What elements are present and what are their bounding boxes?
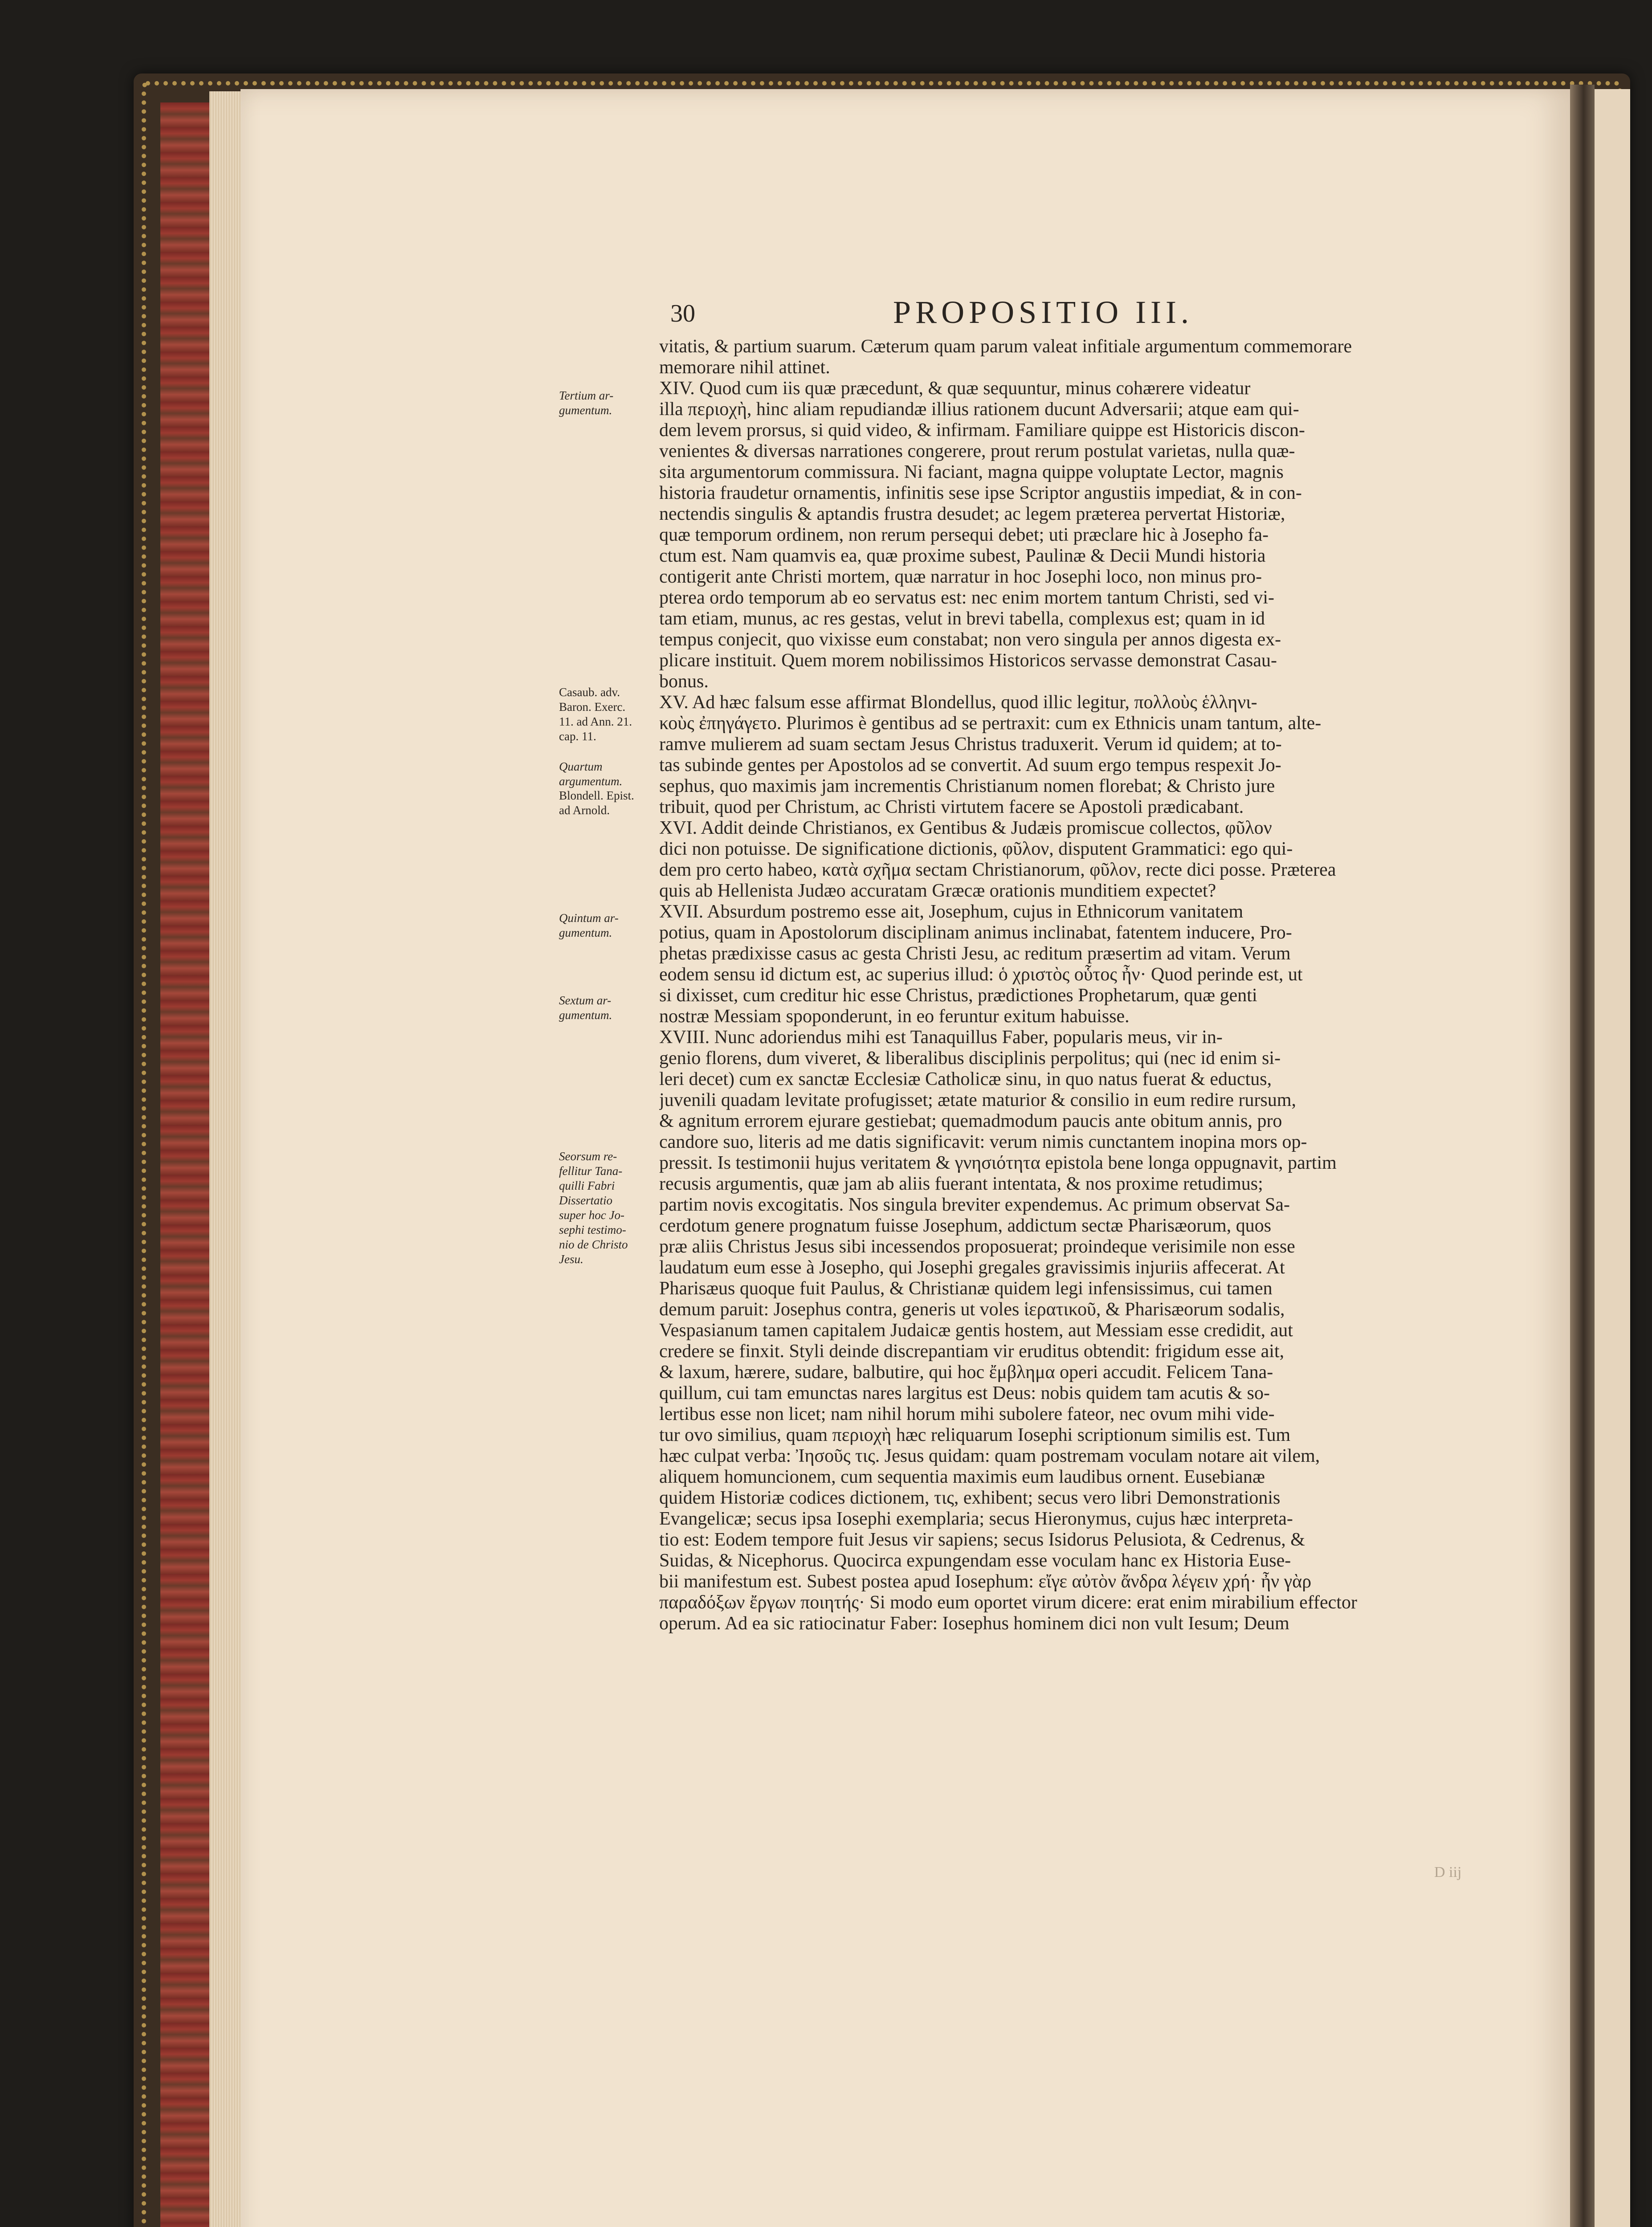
margin-note xyxy=(559,1149,659,1267)
text-line: bonus. xyxy=(659,671,709,692)
text-line: Suidas, & Nicephorus. Quocirca expungendam esse voculam hanc ex Historia Euse- xyxy=(659,1550,1291,1571)
text-line: hæc culpat verba: Ἰησοῦς τις. Jesus quidam: quam postremam voculam notare ait vilem, xyxy=(659,1446,1320,1466)
margin-note-line: Casaub. adv. xyxy=(559,685,620,699)
text-line: & agnitum errorem ejurare gestiebat; quemadmodum paucis ante obitum annis, pro xyxy=(659,1111,1282,1131)
text-line: & laxum, hærere, sudare, balbutire, qui hoc ἔμβλημα operi accudit. Felicem Tana- xyxy=(659,1362,1273,1383)
text-line: quis ab Hellenista Judæo accuratam Græcæ orationis munditiem expectet? xyxy=(659,881,1216,901)
margin-note-line: argumentum. xyxy=(559,775,623,788)
text-line: præ aliis Christus Jesus sibi incessendos proposuerat; proindeque verisimile non esse xyxy=(659,1236,1295,1257)
text-line: dem pro certo habeo, κατὰ σχῆμα sectam Christianorum, φῦλον, recte dici posse. Præterea xyxy=(659,860,1336,880)
running-title: PROPOSITIO III. xyxy=(893,294,1194,330)
text-line: historia fraudetur ornamentis, infinitis sese ipse Scriptor angustiis impediat, & in con- xyxy=(659,483,1302,503)
text-line: sephus, quo maximis jam incrementis Christianum nomen florebat; & Christo jure xyxy=(659,776,1275,796)
text-line: tempus conjecit, quo vixisse eum constabat; non vero singula per annos digesta ex- xyxy=(659,629,1281,650)
text-line: leri decet) cum ex sanctæ Ecclesiæ Catholicæ sinu, in quo natus fuerat & eductus, xyxy=(659,1069,1272,1089)
text-line: laudatum eum esse à Josepho, qui Josephi gregales gravissimis injuriis affecerat. At xyxy=(659,1257,1285,1278)
text-line: nectendis singulis & aptandis frustra desudet; ac legem præterea pervertat Historiæ, xyxy=(659,504,1285,524)
margin-note-line: sephi testimo- xyxy=(559,1223,626,1236)
margin-note xyxy=(559,685,659,744)
margin-note-line: 11. ad Ann. 21. xyxy=(559,715,632,728)
text-line: pressit. Is testimonii hujus veritatem & γνησιότητα epistola bene longa oppugnavit, partim xyxy=(659,1153,1337,1173)
text-line: tur ovo similius, quam περιοχὴ hæc reliquarum Iosephi scriptionum similis est. Tum xyxy=(659,1425,1291,1445)
text-line: cerdotum genere prognatum fuisse Josephum, addictum sectæ Pharisæorum, quos xyxy=(659,1215,1272,1236)
text-line: aliquem homuncionem, cum sequentia maximis eum laudibus ornent. Eusebianæ xyxy=(659,1467,1265,1487)
text-line: demum paruit: Josephus contra, generis ut voles ἱερατικοῦ, & Pharisæorum sodalis, xyxy=(659,1299,1285,1320)
text-line: candore suo, literis ad me datis significavit: verum nimis cunctantem inopina mors op- xyxy=(659,1132,1307,1152)
margin-note-line: super hoc Jo- xyxy=(559,1208,624,1222)
margin-note-line: Baron. Exerc. xyxy=(559,700,626,714)
margin-note-line: gumentum. xyxy=(559,404,612,417)
text-line: quidem Historiæ codices dictionem, τις, exhibent; secus vero libri Demonstrationis xyxy=(659,1488,1281,1508)
text-line: quæ temporum ordinem, non rerum persequi debet; uti præclare hic à Josepho fa- xyxy=(659,525,1269,545)
text-line: tas subinde gentes per Apostolos ad se convertit. Ad suum ergo tempus respexit Jo- xyxy=(659,755,1281,775)
margin-note-line: Seorsum re- xyxy=(559,1150,617,1163)
margin-note-line: Quartum xyxy=(559,760,603,773)
margin-note-line: Sextum ar- xyxy=(559,994,612,1007)
margin-note-line: ad Arnold. xyxy=(559,804,610,817)
text-line: nostræ Messiam spoponderunt, in eo feruntur exitum habuisse. xyxy=(659,1006,1130,1027)
signature-mark: D iij xyxy=(1434,1864,1462,1880)
margin-note-line: fellitur Tana- xyxy=(559,1164,623,1178)
body-text xyxy=(659,336,1530,1634)
margin-note xyxy=(559,993,659,1023)
margin-note xyxy=(559,911,659,940)
text-line: dem levem prorsus, si quid video, & infirmam. Familiare quippe est Historicis discon- xyxy=(659,420,1305,441)
text-line: Evangelicæ; secus ipsa Iosephi exemplaria; secus Hieronymus, cujus hæc interpreta- xyxy=(659,1509,1293,1529)
text-line: partim novis excogitatis. Nos singula breviter expendemus. Ac primum observat Sa- xyxy=(659,1195,1290,1215)
text-line: contigerit ante Christi mortem, quæ narratur in hoc Josephi loco, non minus pro- xyxy=(659,567,1262,587)
text-line: XVIII. Nunc adoriendus mihi est Tanaquillus Faber, popularis meus, vir in- xyxy=(659,1027,1223,1048)
margin-note-line: Tertium ar- xyxy=(559,389,614,402)
margin-note-line: gumentum. xyxy=(559,1008,612,1022)
text-line: phetas prædixisse casus ac gesta Christi Jesu, ac reditum præsertim ad vitam. Verum xyxy=(659,943,1291,964)
text-line: bii manifestum est. Subest postea apud Iosephum: εἴγε αὐτὸν ἄνδρα λέγειν χρή· ἦν γὰρ xyxy=(659,1571,1312,1592)
margin-note-line: nio de Christo xyxy=(559,1238,628,1251)
margin-note xyxy=(559,388,659,418)
margin-note-line: Blondell. Epist. xyxy=(559,789,634,802)
margin-note-line: Jesu. xyxy=(559,1252,583,1266)
margin-note-line: Dissertatio xyxy=(559,1194,613,1207)
text-line: vitatis, & partium suarum. Cæterum quam parum valeat infitiale argumentum commemorare xyxy=(659,336,1352,357)
text-line: ramve mulierem ad suam sectam Jesus Christus traduxerit. Verum id quidem; at to- xyxy=(659,734,1282,755)
text-line: memorare nihil attinet. xyxy=(659,357,830,378)
text-line: XVI. Addit deinde Christianos, ex Gentibus & Judæis promiscue collectos, φῦλον xyxy=(659,818,1272,838)
text-line: ctum est. Nam quamvis ea, quæ proxime subest, Paulinæ & Decii Mundi historia xyxy=(659,546,1266,566)
margin-note xyxy=(559,759,659,789)
page-number: 30 xyxy=(670,300,695,327)
text-line: pterea ordo temporum ab eo servatus est: nec enim mortem tantum Christi, sed vi- xyxy=(659,587,1274,608)
text-line: eodem sensu id dictum est, ac superius illud: ὁ χριστὸς οὗτος ἦν· Quod perinde est, ut xyxy=(659,964,1303,985)
text-line: plicare instituit. Quem morem nobilissimos Historicos servasse demonstrat Casau- xyxy=(659,650,1277,671)
text-line: lertibus esse non licet; nam nihil horum mihi subolere fateor, nec ovum mihi vide- xyxy=(659,1404,1275,1424)
text-line: venientes & diversas narrationes congerere, prout rerum postulat varietas, nulla quæ- xyxy=(659,441,1295,461)
text-line: illa περιοχὴ, hinc aliam repudiandæ illius rationem ducunt Adversarii; atque eam qui- xyxy=(659,399,1299,420)
page-header xyxy=(670,294,1530,334)
text-line: si dixisset, cum creditur hic esse Christus, prædictiones Prophetarum, quæ genti xyxy=(659,985,1257,1006)
page-stack-edge xyxy=(209,91,241,2227)
text-line: παραδόξων ἔργων ποιητής· Si modo eum oportet virum dicere: erat enim mirabilium effector xyxy=(659,1592,1357,1613)
text-line: XV. Ad hæc falsum esse affirmat Blondellus, quod illic legitur, πολλοὺς ἑλληνι- xyxy=(659,692,1257,713)
text-line: juvenili quadam levitate profugisset; ætate maturior & consilio in eum redire rursum, xyxy=(659,1090,1296,1110)
book-gutter xyxy=(1570,85,1595,2227)
text-line: recusis argumentis, quæ jam ab aliis fuerant intentata, & nos proxime retudimus; xyxy=(659,1174,1263,1194)
text-line: potius, quam in Apostolorum disciplinam animus inclinabat, fatentem inducere, Pro- xyxy=(659,922,1292,943)
marbled-page-edge xyxy=(160,102,214,2227)
text-line: tam etiam, munus, ac res gestas, velut in brevi tabella, complexus est; quam in id xyxy=(659,608,1265,629)
text-line: Vespasianum tamen capitalem Judaicæ gentis hostem, aut Messiam esse credidit, aut xyxy=(659,1320,1293,1341)
text-line: dici non potuisse. De significatione dictionis, φῦλον, disputent Grammatici: ego qui- xyxy=(659,839,1293,859)
text-line: XVII. Absurdum postremo esse ait, Josephum, cujus in Ethnicorum vanitatem xyxy=(659,901,1244,922)
text-line: genio florens, dum viveret, & liberalibus disciplinis perpolitus; qui (nec id enim si- xyxy=(659,1048,1281,1069)
text-line: operum. Ad ea sic ratiocinatur Faber: Iosephus hominem dici non vult Iesum; Deum xyxy=(659,1613,1289,1634)
text-line: tio est: Eodem tempore fuit Jesus vir sapiens; secus Isidorus Pelusiota, & Cedrenus, & xyxy=(659,1530,1305,1550)
text-line: credere se finxit. Styli deinde discrepantiam vir eruditus obtendit: frigidum esse ait, xyxy=(659,1341,1285,1362)
margin-note-line: quilli Fabri xyxy=(559,1179,615,1192)
margin-note-line: Quintum ar- xyxy=(559,911,619,925)
margin-note-line: gumentum. xyxy=(559,926,612,939)
text-line: XIV. Quod cum iis quæ præcedunt, & quæ sequuntur, minus cohærere videatur xyxy=(659,378,1251,399)
margin-note-line: cap. 11. xyxy=(559,730,596,743)
right-page-edge xyxy=(1595,89,1630,2227)
text-line: quillum, cui tam emunctas nares largitus est Deus: nobis quidem tam acutis & so- xyxy=(659,1383,1270,1403)
text-line: Pharisæus quoque fuit Paulus, & Christianæ quidem legi infensissimus, cui tamen xyxy=(659,1278,1273,1299)
margin-note xyxy=(559,788,659,818)
text-line: κοὺς ἐπηγάγετο. Plurimos è gentibus ad se pertraxit: cum ex Ethnicis unam tantum, alte- xyxy=(659,713,1322,734)
text-line: sita argumentorum commissura. Ni faciant, magna quippe voluptate Lector, magnis xyxy=(659,462,1284,482)
text-line: tribuit, quod per Christum, ac Christi virtutem facere se Apostoli prædicabant. xyxy=(659,797,1244,817)
